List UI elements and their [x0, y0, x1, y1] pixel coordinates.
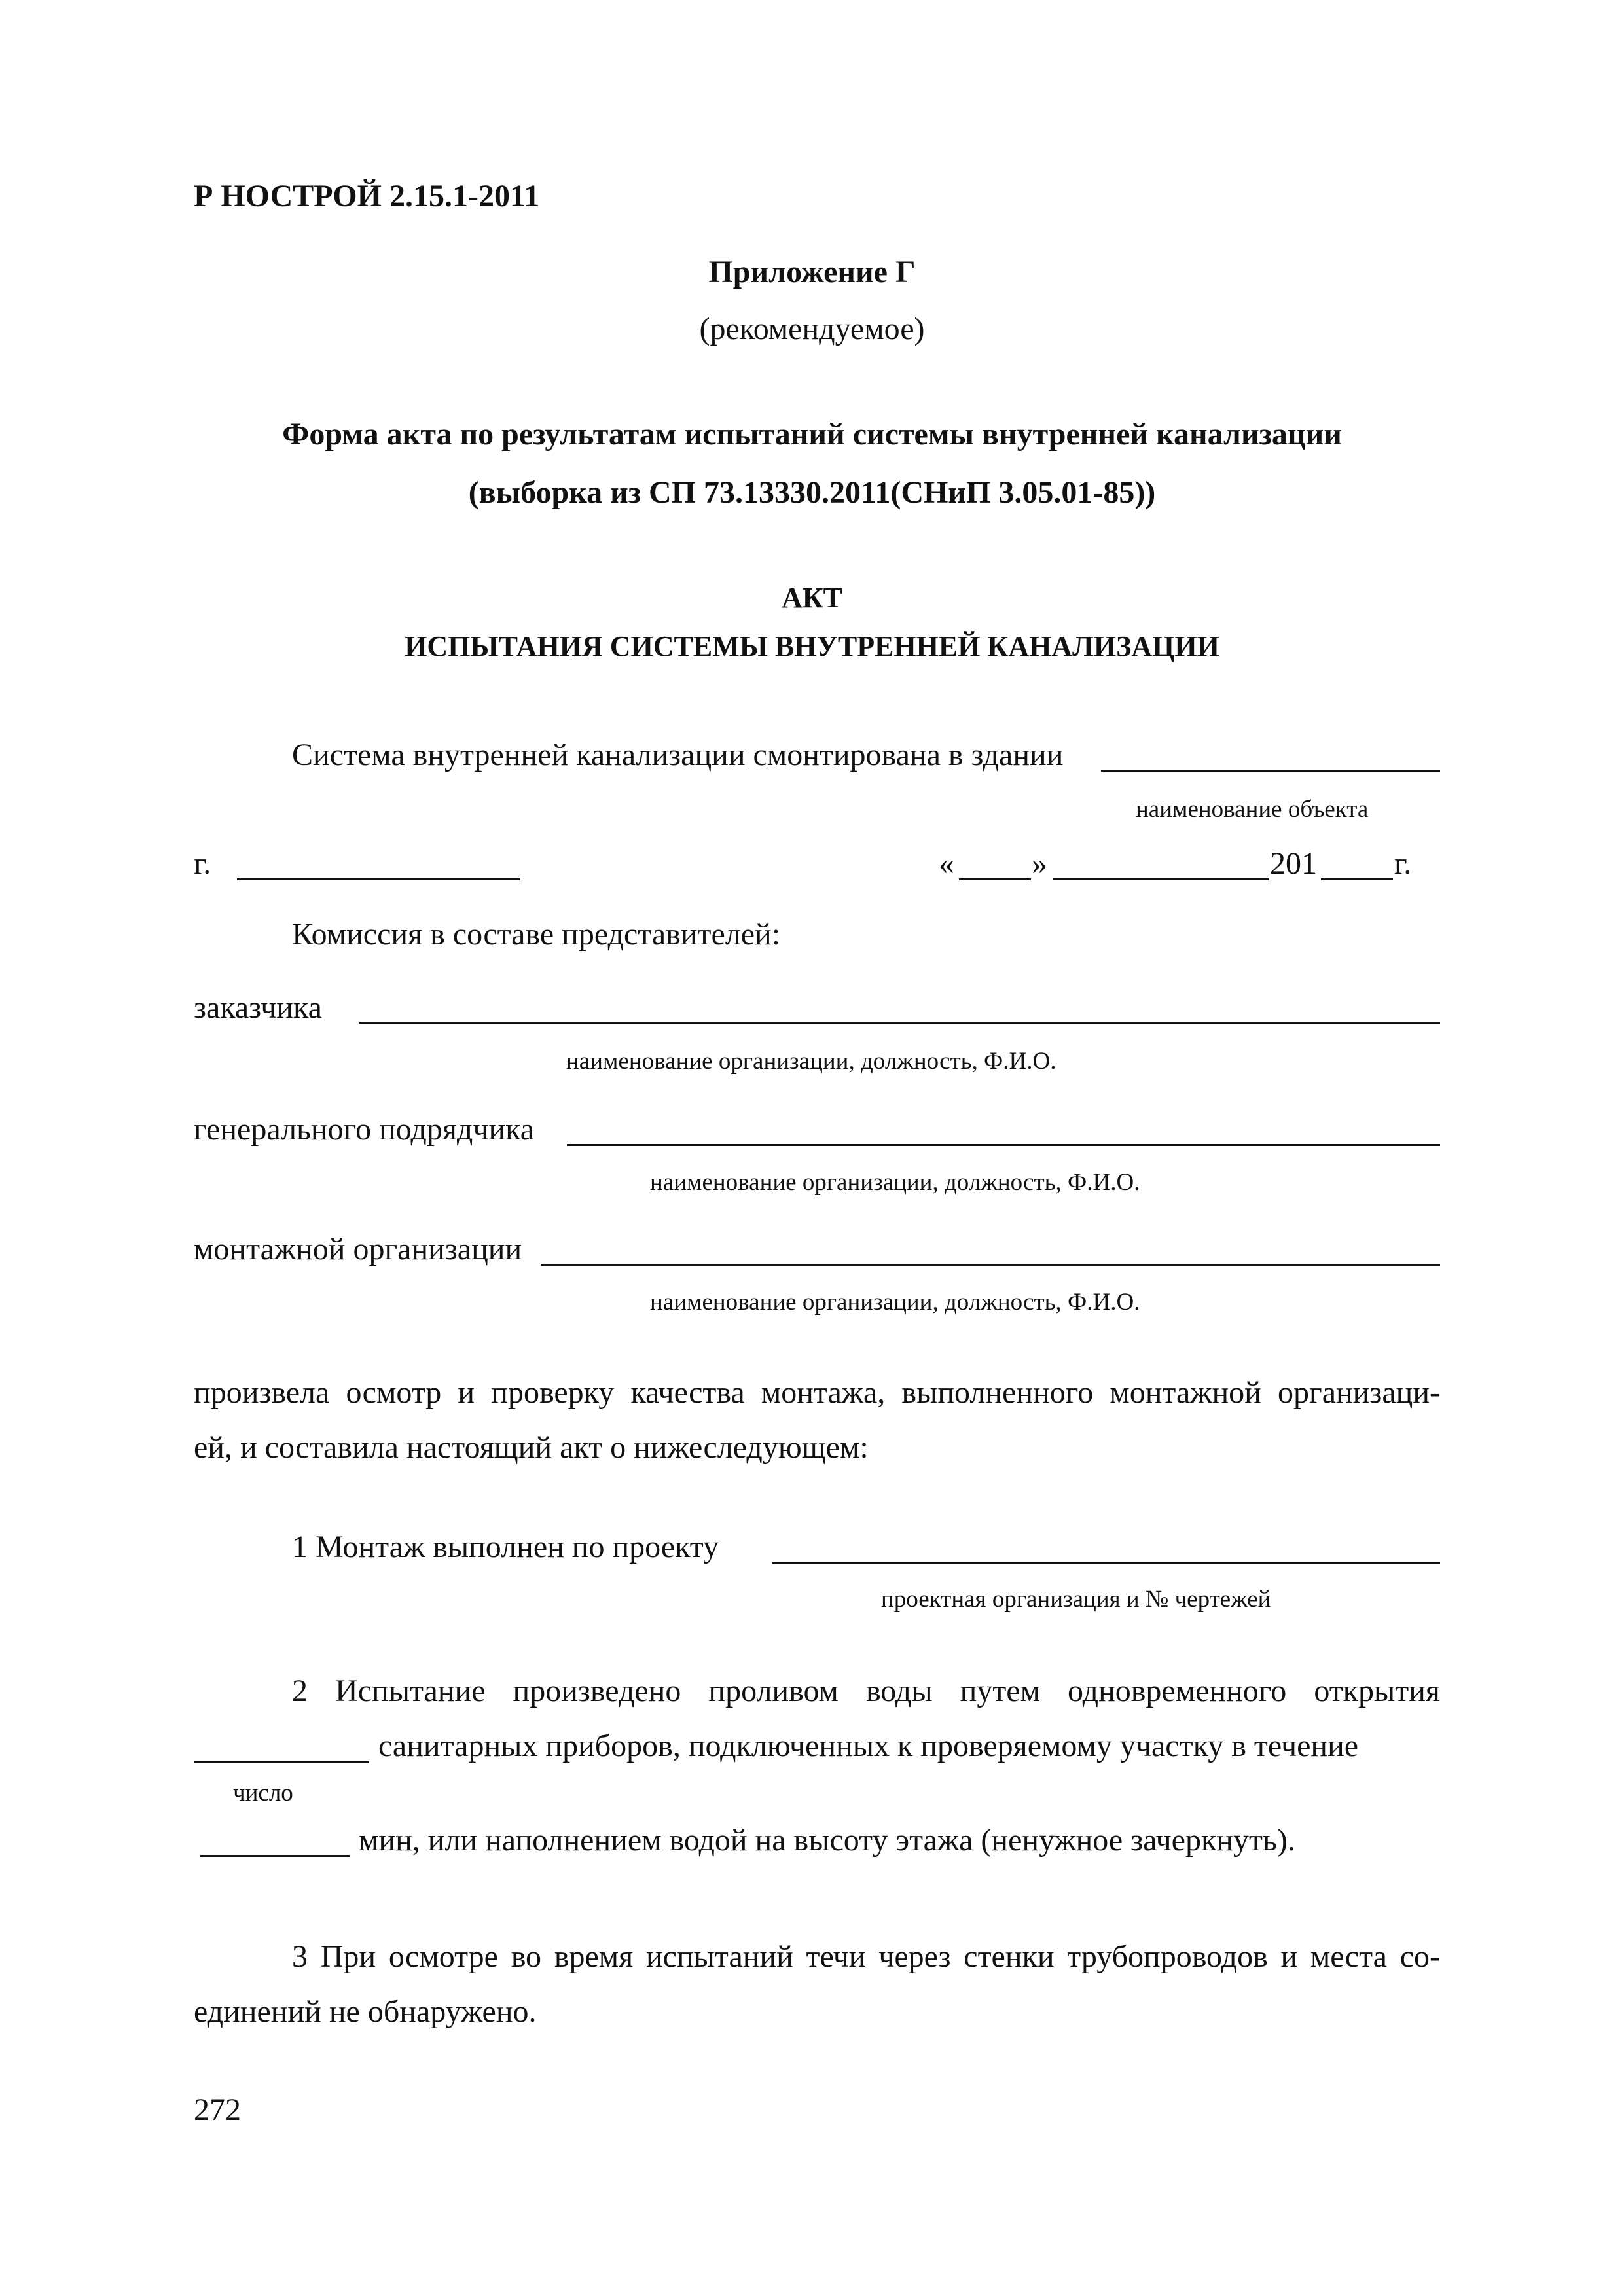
form-title-line1: Форма акта по результатам испытаний системы внутренней канализации — [282, 417, 1342, 452]
mounting-label: монтажной организации — [194, 1232, 522, 1266]
item3-line1: 3 При осмотре во время испытаний течи через стенки трубопроводов и места со- — [292, 1939, 1440, 1974]
customer-blank[interactable] — [359, 1022, 1440, 1024]
building-blank[interactable] — [1101, 770, 1440, 772]
object-caption: наименование объекта — [1136, 796, 1369, 823]
act-title: АКТ — [781, 582, 843, 614]
city-prefix: г. — [194, 846, 211, 881]
date-open-quote: « — [939, 846, 954, 881]
form-title-line2: (выборка из СП 73.13330.2011(СНиП 3.05.01-85)) — [468, 475, 1156, 510]
item2-line2: санитарных приборов, подключенных к проверяемому участку в течение — [378, 1729, 1359, 1763]
date-year: 201 — [1270, 846, 1317, 881]
mounting-blank[interactable] — [541, 1264, 1440, 1266]
document-code: Р НОСТРОЙ 2.15.1-2011 — [194, 179, 540, 213]
appendix-title: Приложение Г — [708, 255, 916, 289]
devices-count-blank[interactable] — [194, 1761, 369, 1763]
contractor-caption: наименование организации, должность, Ф.И.О. — [650, 1169, 1140, 1196]
item1-text: 1 Монтаж выполнен по проекту — [292, 1530, 719, 1564]
project-blank[interactable] — [772, 1562, 1440, 1564]
inspection-line1: произвела осмотр и проверку качества монтажа, выполненного монтажной организаци- — [194, 1375, 1440, 1410]
page-number: 272 — [194, 2092, 241, 2127]
contractor-blank[interactable] — [567, 1144, 1440, 1146]
date-day-blank[interactable] — [959, 878, 1031, 880]
item2-line1: 2 Испытание произведено проливом воды путем одновременного открытия — [292, 1674, 1440, 1708]
commission-text: Комиссия в составе представителей: — [292, 917, 781, 952]
minutes-blank[interactable] — [200, 1855, 350, 1857]
customer-label: заказчика — [194, 990, 322, 1025]
item1-caption: проектная организация и № чертежей — [881, 1586, 1271, 1613]
city-blank[interactable] — [237, 878, 520, 880]
appendix-subtitle: (рекомендуемое) — [699, 312, 925, 346]
mounting-caption: наименование организации, должность, Ф.И.О. — [650, 1289, 1140, 1316]
act-subtitle: ИСПЫТАНИЯ СИСТЕМЫ ВНУТРЕННЕЙ КАНАЛИЗАЦИИ — [405, 630, 1219, 662]
count-caption: число — [233, 1780, 293, 1806]
customer-caption: наименование организации, должность, Ф.И.О. — [566, 1048, 1056, 1075]
contractor-label: генерального подрядчика — [194, 1112, 535, 1147]
item3-line2: единений не обнаружено. — [194, 1994, 537, 2029]
item2-line3: мин, или наполнением водой на высоту этажа (ненужное зачеркнуть). — [359, 1823, 1295, 1857]
date-suffix: г. — [1394, 846, 1412, 881]
inspection-line2: ей, и составила настоящий акт о нижеследующем: — [194, 1430, 869, 1465]
system-text: Система внутренней канализации смонтирована в здании — [292, 738, 1064, 772]
date-close-quote: » — [1032, 846, 1047, 881]
date-year-blank[interactable] — [1321, 878, 1393, 880]
date-month-blank[interactable] — [1053, 878, 1269, 880]
